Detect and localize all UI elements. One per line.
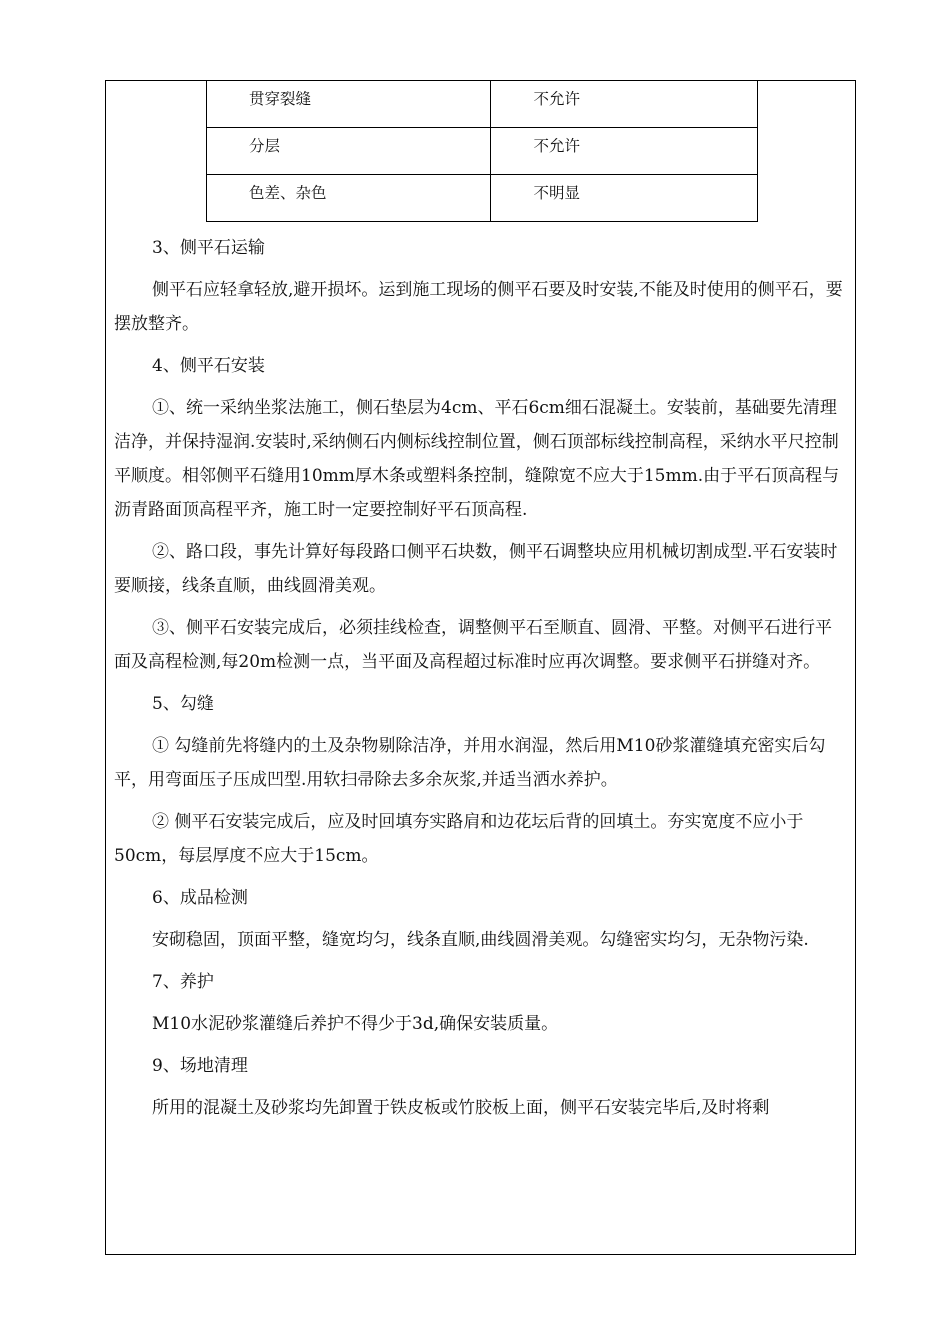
table-cell-item: 贯穿裂缝	[207, 81, 491, 128]
table-cell-item: 分层	[207, 128, 491, 175]
table-cell-requirement: 不明显	[491, 175, 758, 222]
table-cell-requirement: 不允许	[491, 128, 758, 175]
paragraph-installation-1: ①、统一采纳坐浆法施工，侧石垫层为4cm、平石6cm细石混凝土。安装前，基础要先清理洁净，并保持湿润.安装时,采纳侧石内侧标线控制位置，侧石顶部标线控制高程，采纳水平尺控制平顺度。相邻侧平石缝用10mm厚木条或塑料条控制，缝隙宽不应大于15mm.由于平石顶高程与沥青路面顶高程平齐，施工时一定要控制好平石顶高程.	[114, 398, 840, 520]
table-cell-item: 色差、杂色	[207, 175, 491, 222]
section-heading-site-cleanup: 9、场地清理	[152, 1056, 248, 1076]
section-heading-jointing: 5、勾缝	[152, 694, 214, 714]
paragraph-installation-2: ②、路口段，事先计算好每段路口侧平石块数，侧平石调整块应用机械切割成型.平石安装时要顺接，线条直顺，曲线圆滑美观。	[114, 542, 838, 596]
paragraph-jointing-1: ① 勾缝前先将缝内的土及杂物剔除洁净，并用水润湿，然后用M10砂浆灌缝填充密实后勾平，用弯面压子压成凹型.用软扫帚除去多余灰浆,并适当洒水养护。	[114, 736, 826, 790]
paragraph-transport: 侧平石应轻拿轻放,避开损坏。运到施工现场的侧平石要及时安装,不能及时使用的侧平石，要摆放整齐。	[114, 280, 843, 334]
paragraph-site-cleanup: 所用的混凝土及砂浆均先卸置于铁皮板或竹胶板上面，侧平石安装完毕后,及时将剩	[152, 1098, 770, 1118]
table-row	[207, 81, 758, 128]
paragraph-installation-3: ③、侧平石安装完成后，必须挂线检查，调整侧平石至顺直、圆滑、平整。对侧平石进行平面及高程检测,每20m检测一点，当平面及高程超过标准时应再次调整。要求侧平石拼缝对齐。	[114, 618, 832, 672]
document-body	[114, 231, 848, 1133]
table-cell-requirement: 不允许	[491, 81, 758, 128]
table-row	[207, 128, 758, 175]
document-frame	[105, 80, 856, 1255]
paragraph-jointing-2: ② 侧平石安装完成后，应及时回填夯实路肩和边花坛后背的回填土。夯实宽度不应小于50cm，每层厚度不应大于15cm。	[114, 812, 804, 866]
quality-standard-table	[206, 80, 758, 222]
section-heading-transport: 3、侧平石运输	[152, 238, 265, 258]
table-row	[207, 175, 758, 222]
section-heading-curing: 7、养护	[152, 972, 214, 992]
paragraph-curing: M10水泥砂浆灌缝后养护不得少于3d,确保安装质量。	[152, 1014, 559, 1034]
paragraph-inspection: 安砌稳固，顶面平整，缝宽均匀，线条直顺,曲线圆滑美观。勾缝密实均匀，无杂物污染.	[152, 930, 809, 950]
section-heading-installation: 4、侧平石安装	[152, 356, 265, 376]
section-heading-inspection: 6、成品检测	[152, 888, 248, 908]
